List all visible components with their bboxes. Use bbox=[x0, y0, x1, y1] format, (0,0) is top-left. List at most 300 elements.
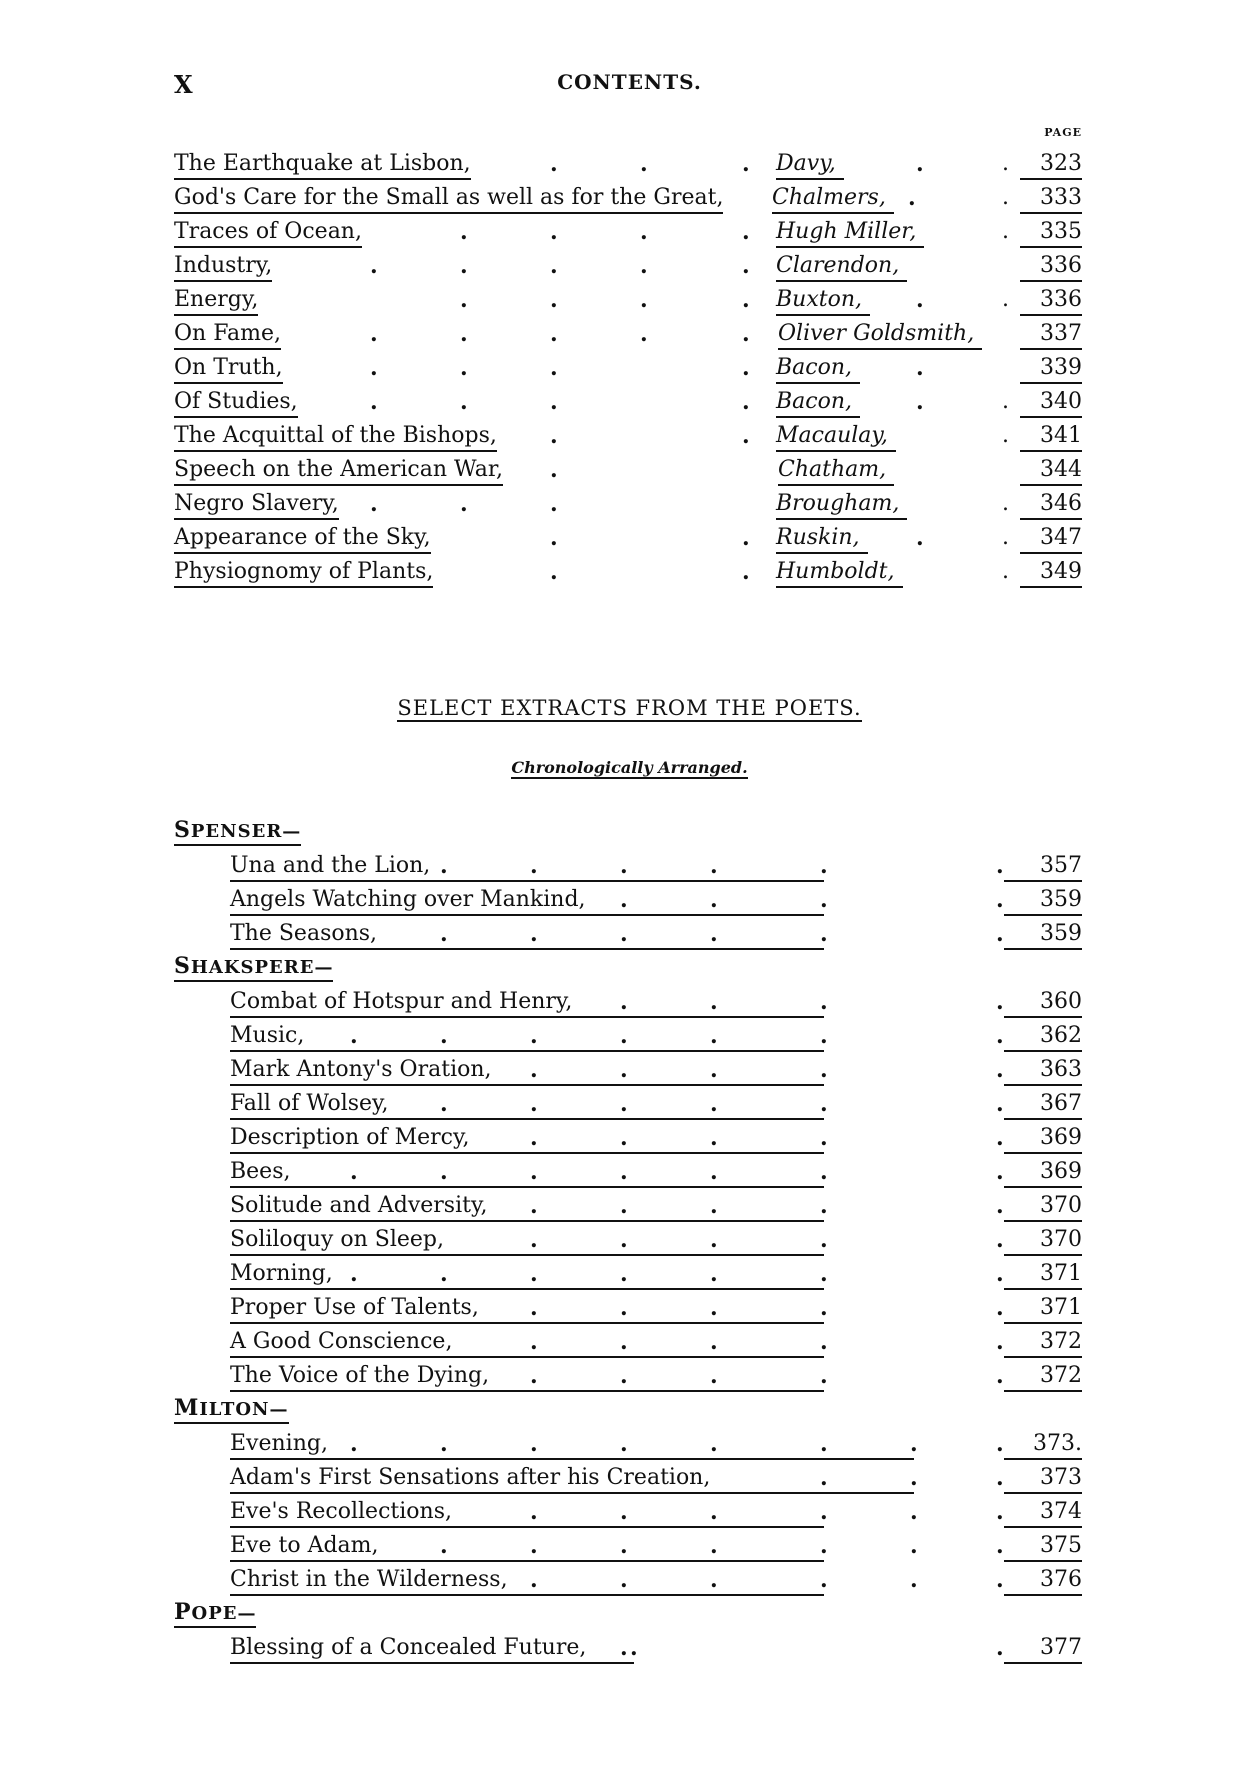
leader-dot: . bbox=[710, 1567, 718, 1593]
leader-dot: . bbox=[710, 1295, 718, 1321]
leader-dot: . bbox=[530, 1023, 538, 1049]
leader-dot: . bbox=[996, 1431, 1004, 1457]
entry-rule bbox=[230, 1560, 824, 1562]
prose-entry bbox=[0, 524, 1259, 558]
leader-dot: . bbox=[620, 887, 628, 913]
entry-page-number: 369 bbox=[1004, 1124, 1082, 1154]
leader-dot: . bbox=[820, 1091, 828, 1117]
entry-rule bbox=[230, 1050, 824, 1052]
leader-dot: . bbox=[460, 355, 468, 381]
entry-title: Morning, bbox=[230, 1261, 333, 1286]
leader-dot: . bbox=[370, 321, 378, 347]
leader-dot: . bbox=[710, 1091, 718, 1117]
poet-name: ILTON— bbox=[199, 1399, 289, 1420]
entry-page-number: 370 bbox=[1004, 1192, 1082, 1222]
poem-entry bbox=[0, 1260, 1259, 1294]
leader-dot: . bbox=[640, 253, 648, 279]
poem-entry bbox=[0, 1532, 1259, 1566]
leader-dot: . bbox=[550, 253, 558, 279]
leader-dot: . bbox=[440, 853, 448, 879]
entry-page-number: 371 bbox=[1004, 1294, 1082, 1324]
poem-entry bbox=[0, 852, 1259, 886]
leader-dot: . bbox=[530, 1261, 538, 1287]
leader-dot: . bbox=[550, 355, 558, 381]
leader-dot: . bbox=[742, 287, 750, 313]
entry-title: Adam's First Sensations after his Creation, bbox=[230, 1465, 711, 1490]
entry-page-number: 359 bbox=[1004, 920, 1082, 950]
leader-dot: . bbox=[910, 1533, 918, 1559]
prose-entry bbox=[0, 456, 1259, 490]
leader-dot: . bbox=[820, 1023, 828, 1049]
prose-entry bbox=[0, 184, 1259, 218]
leader-dot: . bbox=[530, 1057, 538, 1083]
leader-dot: . bbox=[530, 853, 538, 879]
leader-dot: . bbox=[710, 1533, 718, 1559]
entry-page-number: 373 bbox=[1004, 1464, 1082, 1494]
leader-dot: . bbox=[640, 151, 648, 177]
poem-entry bbox=[0, 1566, 1259, 1600]
entry-rule bbox=[230, 1322, 824, 1324]
roman-page-number: X bbox=[174, 70, 193, 99]
entry-page-number: 341 bbox=[1020, 422, 1082, 452]
leader-dot: . bbox=[530, 1295, 538, 1321]
entry-rule bbox=[230, 1662, 634, 1664]
entry-page-number: 337 bbox=[1020, 320, 1082, 350]
leader-dot: . bbox=[530, 921, 538, 947]
entry-title: Angels Watching over Mankind, bbox=[230, 887, 586, 912]
leader-dot: . bbox=[620, 1261, 628, 1287]
leader-dot: . bbox=[1002, 151, 1009, 176]
entry-rule bbox=[230, 1356, 824, 1358]
poem-entry bbox=[0, 1294, 1259, 1328]
entry-author: Bacon, bbox=[776, 388, 860, 418]
poem-entry bbox=[0, 1022, 1259, 1056]
leader-dot: . bbox=[710, 989, 718, 1015]
leader-dot: . bbox=[742, 389, 750, 415]
leader-dot: . bbox=[460, 389, 468, 415]
leader-dot: . bbox=[996, 1091, 1004, 1117]
entry-title: Soliloquy on Sleep, bbox=[230, 1227, 444, 1252]
leader-dot: . bbox=[460, 253, 468, 279]
leader-dot: . bbox=[820, 1159, 828, 1185]
entry-author: Hugh Miller, bbox=[776, 218, 924, 248]
leader-dot: . bbox=[640, 287, 648, 313]
prose-entry bbox=[0, 286, 1259, 320]
leader-dot: . bbox=[530, 1499, 538, 1525]
leader-dot: . bbox=[996, 989, 1004, 1015]
entry-rule bbox=[230, 914, 824, 916]
poem-entry bbox=[0, 1464, 1259, 1498]
leader-dot: . bbox=[350, 1261, 358, 1287]
entry-rule bbox=[230, 1594, 824, 1596]
leader-dot: . bbox=[820, 1057, 828, 1083]
entry-page-number: 372 bbox=[1004, 1362, 1082, 1392]
leader-dot: . bbox=[820, 989, 828, 1015]
entry-page-number: 335 bbox=[1020, 218, 1082, 248]
entry-title: Industry, bbox=[174, 252, 272, 282]
leader-dot: . bbox=[530, 1363, 538, 1389]
entry-title: On Truth, bbox=[174, 354, 283, 384]
leader-dot: . bbox=[996, 1023, 1004, 1049]
leader-dot: . bbox=[710, 1431, 718, 1457]
leader-dot: . bbox=[996, 1295, 1004, 1321]
leader-dot: . bbox=[916, 355, 924, 381]
poet-initial: M bbox=[174, 1395, 200, 1421]
leader-dot: . bbox=[710, 1023, 718, 1049]
leader-dot: . bbox=[820, 1329, 828, 1355]
entry-page-number: 375 bbox=[1004, 1532, 1082, 1562]
entry-title: Music, bbox=[230, 1023, 305, 1048]
leader-dot: . bbox=[1002, 389, 1009, 414]
entry-page-number: 363 bbox=[1004, 1056, 1082, 1086]
leader-dot: . bbox=[1002, 423, 1009, 448]
leader-dot: . bbox=[820, 887, 828, 913]
entry-title: Evening, bbox=[230, 1431, 328, 1456]
leader-dot: . bbox=[530, 1091, 538, 1117]
leader-dot: . bbox=[820, 921, 828, 947]
leader-dot: . bbox=[820, 1125, 828, 1151]
leader-dot: . bbox=[620, 1125, 628, 1151]
entry-page-number: 347 bbox=[1020, 524, 1082, 554]
leader-dot: . bbox=[460, 219, 468, 245]
leader-dot: . bbox=[620, 1057, 628, 1083]
entry-title: Eve's Recollections, bbox=[230, 1499, 452, 1524]
entry-rule bbox=[230, 1390, 824, 1392]
leader-dot: . bbox=[1002, 287, 1009, 312]
leader-dot: . bbox=[742, 355, 750, 381]
leader-dot: . bbox=[996, 1499, 1004, 1525]
leader-dot: . bbox=[620, 1295, 628, 1321]
prose-entry bbox=[0, 490, 1259, 524]
entry-title: Bees, bbox=[230, 1159, 291, 1184]
leader-dot: . bbox=[820, 1567, 828, 1593]
leader-dot: . bbox=[620, 989, 628, 1015]
poem-entry bbox=[0, 1634, 1259, 1668]
entry-title: The Earthquake at Lisbon, bbox=[174, 150, 471, 180]
entry-page-number: 369 bbox=[1004, 1158, 1082, 1188]
entry-title: Appearance of the Sky, bbox=[174, 524, 431, 554]
poet-heading bbox=[174, 954, 333, 982]
leader-dot: . bbox=[820, 1295, 828, 1321]
entry-rule bbox=[230, 1118, 824, 1120]
entry-author: Brougham, bbox=[776, 490, 907, 520]
leader-dot: . bbox=[910, 1567, 918, 1593]
leader-dot: . bbox=[350, 1023, 358, 1049]
entry-page-number: 333 bbox=[1020, 184, 1082, 214]
entry-author: Macaulay, bbox=[776, 422, 896, 452]
poem-entry bbox=[0, 1192, 1259, 1226]
leader-dot: . bbox=[1002, 525, 1009, 550]
leader-dot: . bbox=[530, 1159, 538, 1185]
leader-dot: . bbox=[996, 1329, 1004, 1355]
entry-page-number: 374 bbox=[1004, 1498, 1082, 1528]
leader-dot: . bbox=[820, 1193, 828, 1219]
entry-author: Bacon, bbox=[776, 354, 860, 384]
leader-dot: . bbox=[620, 1159, 628, 1185]
leader-dot: . bbox=[370, 355, 378, 381]
leader-dot: . bbox=[460, 321, 468, 347]
poem-entry bbox=[0, 1430, 1259, 1464]
leader-dot: . bbox=[530, 1567, 538, 1593]
entry-rule bbox=[230, 1458, 914, 1460]
leader-dot: . bbox=[820, 1465, 828, 1491]
leader-dot: . bbox=[710, 887, 718, 913]
leader-dot: . bbox=[996, 1261, 1004, 1287]
section-title: SELECT EXTRACTS FROM THE POETS. bbox=[397, 696, 862, 720]
leader-dot: . bbox=[820, 1227, 828, 1253]
leader-dot: . bbox=[550, 559, 558, 585]
leader-dot: . bbox=[1002, 491, 1009, 516]
entry-page-number: 344 bbox=[1020, 456, 1082, 486]
leader-dot: . bbox=[996, 1635, 1004, 1661]
leader-dot: . bbox=[1002, 185, 1009, 210]
leader-dot: . bbox=[742, 559, 750, 585]
leader-dot: . bbox=[710, 1125, 718, 1151]
entry-title: Speech on the American War, bbox=[174, 456, 503, 486]
entry-title: The Acquittal of the Bishops, bbox=[174, 422, 497, 452]
leader-dot: . bbox=[710, 1193, 718, 1219]
leader-dot: . bbox=[710, 921, 718, 947]
poem-entry bbox=[0, 988, 1259, 1022]
leader-dot: . bbox=[440, 1533, 448, 1559]
entry-title: Traces of Ocean, bbox=[174, 218, 362, 248]
entry-page-number: 349 bbox=[1020, 558, 1082, 588]
poem-entry bbox=[0, 1056, 1259, 1090]
poet-initial: S bbox=[174, 817, 191, 843]
entry-title: Of Studies, bbox=[174, 388, 298, 418]
poem-entry bbox=[0, 1498, 1259, 1532]
poem-entry bbox=[0, 1226, 1259, 1260]
leader-dot: . bbox=[710, 1057, 718, 1083]
poem-entry bbox=[0, 1328, 1259, 1362]
leader-dot: . bbox=[710, 1261, 718, 1287]
leader-dot: . bbox=[996, 1465, 1004, 1491]
prose-entry bbox=[0, 150, 1259, 184]
entry-rule bbox=[230, 1220, 824, 1222]
entry-title: Solitude and Adversity, bbox=[230, 1193, 488, 1218]
page-title: CONTENTS. bbox=[557, 70, 702, 94]
entry-title: Description of Mercy, bbox=[230, 1125, 470, 1150]
poem-entry bbox=[0, 920, 1259, 954]
poet-heading bbox=[174, 1600, 256, 1628]
leader-dot: . bbox=[620, 1227, 628, 1253]
leader-dot: . bbox=[996, 1159, 1004, 1185]
leader-dot: . bbox=[620, 1499, 628, 1525]
entry-author: Oliver Goldsmith, bbox=[778, 320, 982, 350]
entry-title: Proper Use of Talents, bbox=[230, 1295, 479, 1320]
leader-dot: . bbox=[742, 525, 750, 551]
entry-rule bbox=[230, 1492, 914, 1494]
entry-author: Chalmers, bbox=[772, 184, 894, 214]
leader-dot: . bbox=[1002, 219, 1009, 244]
leader-dot: . bbox=[530, 1125, 538, 1151]
leader-dot: . bbox=[710, 1499, 718, 1525]
leader-dot: . bbox=[916, 525, 924, 551]
leader-dot: . bbox=[550, 219, 558, 245]
leader-dot: . bbox=[996, 1125, 1004, 1151]
leader-dot: . bbox=[710, 1159, 718, 1185]
prose-entry bbox=[0, 558, 1259, 592]
poem-entry bbox=[0, 886, 1259, 920]
leader-dot: . bbox=[550, 525, 558, 551]
entry-page-number: 373. bbox=[1004, 1430, 1082, 1460]
leader-dot: . bbox=[620, 1329, 628, 1355]
leader-dot: . bbox=[620, 1533, 628, 1559]
leader-dot: . bbox=[640, 219, 648, 245]
entry-page-number: 360 bbox=[1004, 988, 1082, 1018]
entry-page-number: 362 bbox=[1004, 1022, 1082, 1052]
leader-dot: . bbox=[910, 1431, 918, 1457]
entry-title: A Good Conscience, bbox=[230, 1329, 453, 1354]
poem-entry bbox=[0, 1090, 1259, 1124]
section-subtitle: Chronologically Arranged. bbox=[511, 758, 748, 777]
leader-dot: . bbox=[996, 1227, 1004, 1253]
leader-dot: . bbox=[710, 1227, 718, 1253]
entry-title: Eve to Adam, bbox=[230, 1533, 379, 1558]
entry-page-number: 339 bbox=[1020, 354, 1082, 384]
leader-dot: . bbox=[620, 1193, 628, 1219]
leader-dot: . bbox=[742, 321, 750, 347]
leader-dot: . bbox=[370, 253, 378, 279]
entry-page-number: 370 bbox=[1004, 1226, 1082, 1256]
poet-heading bbox=[174, 818, 301, 846]
leader-dot: . bbox=[996, 921, 1004, 947]
leader-dot: . bbox=[820, 1533, 828, 1559]
entry-rule bbox=[230, 1186, 824, 1188]
poem-entry bbox=[0, 1158, 1259, 1192]
leader-dot: . bbox=[530, 1329, 538, 1355]
leader-dot: . bbox=[996, 1363, 1004, 1389]
leader-dot: . bbox=[742, 151, 750, 177]
leader-dot: . bbox=[996, 1057, 1004, 1083]
entry-page-number: 340 bbox=[1020, 388, 1082, 418]
poet-initial: S bbox=[174, 953, 191, 979]
leader-dot: . bbox=[460, 491, 468, 517]
entry-rule bbox=[230, 880, 824, 882]
leader-dot: . bbox=[710, 853, 718, 879]
poet-name: HAKSPERE— bbox=[190, 957, 334, 978]
leader-dot: . bbox=[440, 921, 448, 947]
leader-dot: . bbox=[620, 1363, 628, 1389]
leader-dot: . bbox=[620, 1635, 628, 1661]
entry-title: On Fame, bbox=[174, 320, 281, 350]
entry-title: Mark Antony's Oration, bbox=[230, 1057, 492, 1082]
leader-dot: . bbox=[440, 1261, 448, 1287]
poet-initial: P bbox=[174, 1599, 192, 1625]
leader-dot: . bbox=[640, 321, 648, 347]
leader-dot: . bbox=[820, 1431, 828, 1457]
leader-dot: . bbox=[630, 1635, 638, 1661]
entry-author: Humboldt, bbox=[776, 558, 903, 588]
entry-rule bbox=[230, 1526, 824, 1528]
leader-dot: . bbox=[742, 253, 750, 279]
entry-title: Fall of Wolsey, bbox=[230, 1091, 389, 1116]
leader-dot: . bbox=[908, 185, 916, 211]
entry-page-number: 359 bbox=[1004, 886, 1082, 916]
leader-dot: . bbox=[742, 219, 750, 245]
leader-dot: . bbox=[916, 151, 924, 177]
entry-author: Clarendon, bbox=[776, 252, 907, 282]
entry-page-number: 377 bbox=[1004, 1634, 1082, 1664]
leader-dot: . bbox=[550, 287, 558, 313]
leader-dot: . bbox=[996, 853, 1004, 879]
leader-dot: . bbox=[820, 853, 828, 879]
entry-title: Negro Slavery, bbox=[174, 490, 339, 520]
poet-name: PENSER— bbox=[190, 821, 302, 842]
entry-rule bbox=[230, 948, 824, 950]
poem-entry bbox=[0, 1362, 1259, 1396]
leader-dot: . bbox=[996, 887, 1004, 913]
entry-page-number: 376 bbox=[1004, 1566, 1082, 1596]
leader-dot: . bbox=[910, 1465, 918, 1491]
leader-dot: . bbox=[620, 853, 628, 879]
leader-dot: . bbox=[620, 1023, 628, 1049]
leader-dot: . bbox=[530, 1227, 538, 1253]
entry-rule bbox=[230, 1016, 824, 1018]
entry-title: Una and the Lion, bbox=[230, 853, 431, 878]
leader-dot: . bbox=[370, 389, 378, 415]
leader-dot: . bbox=[820, 1261, 828, 1287]
leader-dot: . bbox=[820, 1363, 828, 1389]
prose-entry bbox=[0, 422, 1259, 456]
entry-page-number: 372 bbox=[1004, 1328, 1082, 1358]
leader-dot: . bbox=[620, 1567, 628, 1593]
leader-dot: . bbox=[916, 389, 924, 415]
leader-dot: . bbox=[440, 1091, 448, 1117]
entry-title: Blessing of a Concealed Future, bbox=[230, 1635, 587, 1660]
leader-dot: . bbox=[350, 1159, 358, 1185]
entry-title: Physiognomy of Plants, bbox=[174, 558, 433, 588]
leader-dot: . bbox=[550, 491, 558, 517]
leader-dot: . bbox=[620, 1091, 628, 1117]
entry-title: Christ in the Wilderness, bbox=[230, 1567, 508, 1592]
entry-author: Buxton, bbox=[776, 286, 870, 316]
leader-dot: . bbox=[710, 1363, 718, 1389]
entry-page-number: 371 bbox=[1004, 1260, 1082, 1290]
leader-dot: . bbox=[440, 1023, 448, 1049]
leader-dot: . bbox=[996, 1193, 1004, 1219]
entry-author: Davy, bbox=[776, 150, 844, 180]
entry-page-number: 323 bbox=[1020, 150, 1082, 180]
leader-dot: . bbox=[742, 423, 750, 449]
leader-dot: . bbox=[530, 1533, 538, 1559]
entry-page-number: 346 bbox=[1020, 490, 1082, 520]
leader-dot: . bbox=[530, 1431, 538, 1457]
prose-entry bbox=[0, 354, 1259, 388]
leader-dot: . bbox=[350, 1431, 358, 1457]
leader-dot: . bbox=[996, 1533, 1004, 1559]
leader-dot: . bbox=[550, 423, 558, 449]
leader-dot: . bbox=[1002, 559, 1009, 584]
prose-entry bbox=[0, 388, 1259, 422]
entry-rule bbox=[230, 1152, 824, 1154]
leader-dot: . bbox=[550, 389, 558, 415]
leader-dot: . bbox=[550, 151, 558, 177]
entry-page-number: 357 bbox=[1004, 852, 1082, 882]
entry-rule bbox=[230, 1084, 824, 1086]
page-column-label: PAGE bbox=[1044, 126, 1082, 139]
entry-title: God's Care for the Small as well as for the Great, bbox=[174, 184, 723, 214]
entry-rule bbox=[230, 1254, 824, 1256]
entry-title: Combat of Hotspur and Henry, bbox=[230, 989, 573, 1014]
leader-dot: . bbox=[440, 1159, 448, 1185]
leader-dot: . bbox=[916, 287, 924, 313]
prose-entry bbox=[0, 320, 1259, 354]
entry-author: Ruskin, bbox=[776, 524, 868, 554]
leader-dot: . bbox=[460, 287, 468, 313]
leader-dot: . bbox=[550, 457, 558, 483]
leader-dot: . bbox=[996, 1567, 1004, 1593]
